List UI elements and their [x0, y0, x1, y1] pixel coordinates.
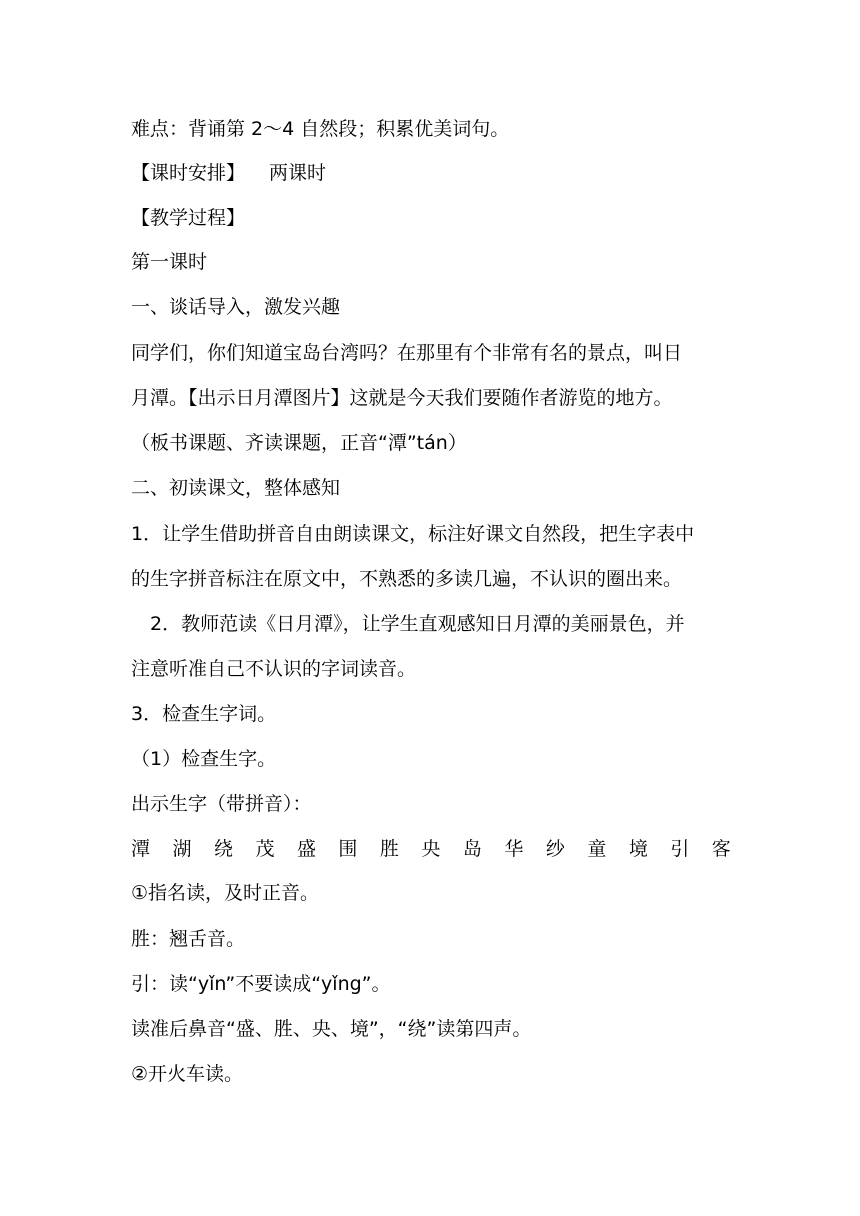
step-1-line-2: 的生字拼音标注在原文中，不熟悉的多读几遍，不认识的圈出来。	[131, 568, 683, 590]
step-3-line: 3．检查生字词。	[131, 703, 277, 725]
step-1-line-1: 1．让学生借助拼音自由朗读课文，标注好课文自然段，把生字表中	[131, 523, 695, 545]
new-character: 华	[504, 838, 524, 860]
new-character: 盛	[296, 838, 316, 860]
first-period-heading: 第一课时	[131, 251, 208, 273]
note-train-reading: ②开火车读。	[131, 1063, 244, 1085]
new-character: 绕	[213, 838, 233, 860]
process-heading: 【教学过程】	[131, 207, 246, 229]
schedule-label: 【课时安排】	[131, 162, 246, 184]
new-character: 纱	[545, 838, 565, 860]
step-2-line-1: 2．教师范读《日月潭》，让学生直观感知日月潭的美丽景色，并	[150, 613, 685, 635]
section-two-heading: 二、初读课文，整体感知	[131, 477, 341, 499]
new-character: 童	[587, 838, 607, 860]
new-character: 湖	[172, 838, 192, 860]
note-nasal: 读准后鼻音“盛、胜、央、境”，“绕”读第四声。	[131, 1018, 532, 1040]
new-character: 境	[628, 838, 648, 860]
new-character: 潭	[131, 838, 151, 860]
new-character: 客	[711, 838, 731, 860]
intro-paragraph-line-2: 月潭。【出示日月潭图片】这就是今天我们要随作者游览的地方。	[131, 387, 673, 409]
note-sheng: 胜：翘舌音。	[131, 928, 246, 950]
new-character: 胜	[379, 838, 399, 860]
new-character: 岛	[462, 838, 482, 860]
board-note: （板书课题、齐读课题，正音“潭”tán）	[131, 432, 467, 454]
new-character: 围	[338, 838, 358, 860]
intro-paragraph-line-1: 同学们，你们知道宝岛台湾吗？在那里有个非常有名的景点，叫日	[131, 342, 683, 364]
section-one-heading: 一、谈话导入，激发兴趣	[131, 296, 341, 318]
schedule-line	[131, 161, 741, 185]
note-name-reading: ①指名读，及时正音。	[131, 882, 320, 904]
check-chars-line: （1）检查生字。	[131, 748, 277, 770]
schedule-value: 两课时	[269, 162, 327, 184]
new-character: 茂	[255, 838, 275, 860]
new-characters-row	[131, 837, 731, 861]
step-2-line-2: 注意听准自己不认识的字词读音。	[131, 658, 417, 680]
difficulty-line: 难点：背诵第 2～4 自然段；积累优美词句。	[131, 118, 510, 140]
new-character: 央	[421, 838, 441, 860]
show-chars-line: 出示生字（带拼音）：	[131, 793, 312, 815]
note-yin: 引：读“yǐn”不要读成“yǐng”。	[131, 973, 391, 995]
new-character: 引	[670, 838, 690, 860]
